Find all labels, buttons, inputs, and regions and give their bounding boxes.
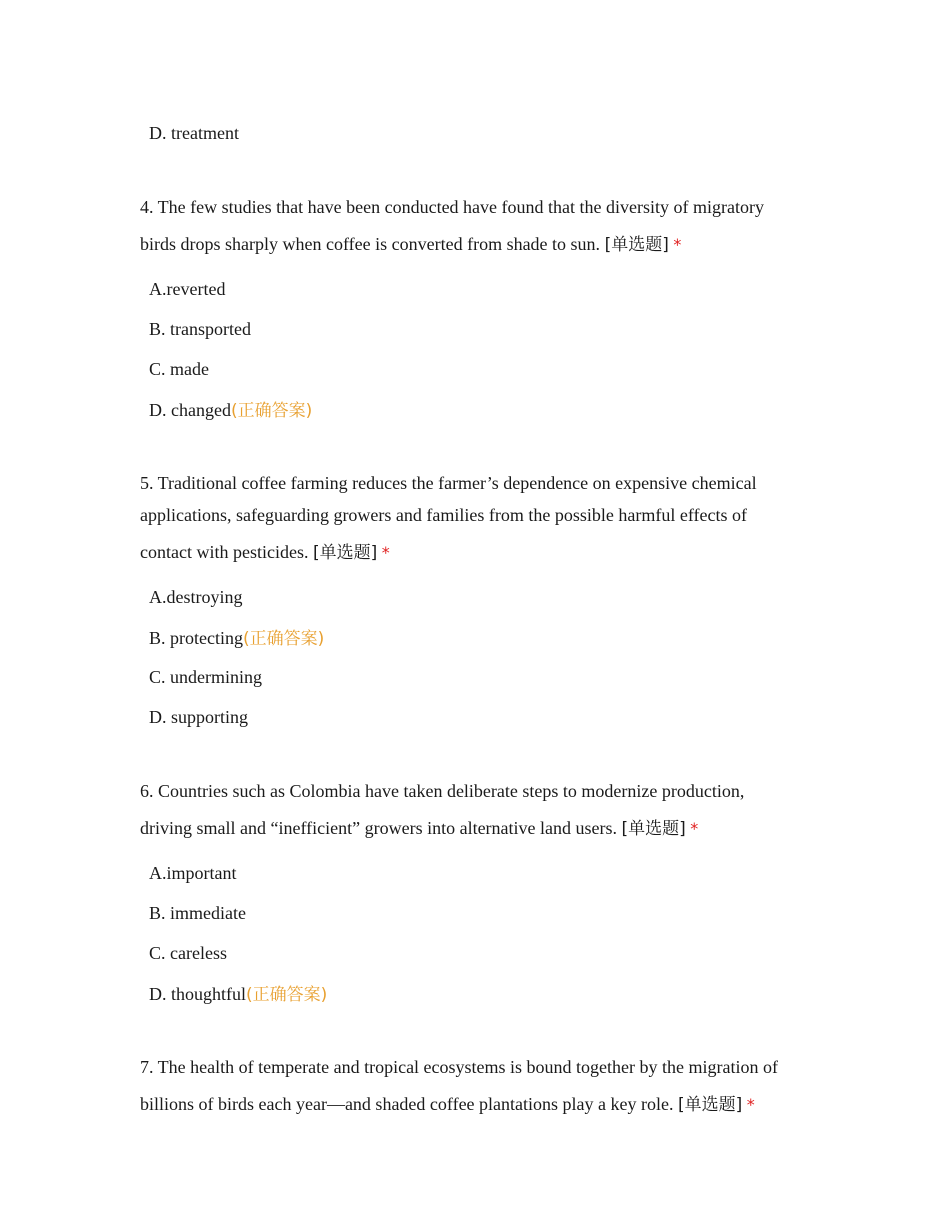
question-text-line: 4. The few studies that have been conducted have found that the diversity of migratory (140, 197, 764, 217)
question-text-line (140, 1093, 755, 1116)
option-b[interactable] (149, 902, 246, 924)
option-d[interactable] (149, 399, 312, 422)
option-label: B. transported (149, 319, 251, 339)
question-text: contact with pesticides. (140, 542, 313, 562)
question-type-tag: [单选题] (604, 235, 669, 255)
required-marker: * (381, 543, 390, 562)
question-text-line: 6. Countries such as Colombia have taken deliberate steps to modernize production, (140, 781, 745, 801)
question-text: birds drops sharply when coffee is converted from shade to sun. (140, 234, 605, 254)
required-marker: * (690, 819, 699, 838)
option-label: D. supporting (149, 707, 248, 727)
question-type-tag: [单选题] (678, 1095, 743, 1115)
option-d[interactable] (149, 706, 248, 728)
correct-answer-marker: (正确答案) (230, 401, 313, 421)
question-text-line (140, 817, 698, 840)
question-text-line: 7. The health of temperate and tropical ecosystems is bound together by the migration of (140, 1057, 778, 1077)
option-label: C. careless (149, 943, 227, 963)
question-type-tag: [单选题] (312, 543, 378, 563)
option-a[interactable] (149, 586, 243, 608)
option-d[interactable] (149, 983, 327, 1006)
question-type-tag: [单选题] (621, 819, 686, 839)
option-label: D. treatment (149, 123, 239, 143)
option-b[interactable] (149, 318, 251, 340)
option-label: C. made (149, 359, 209, 379)
required-marker: * (746, 1095, 755, 1114)
option-a[interactable] (149, 278, 225, 300)
option-c[interactable] (149, 942, 227, 964)
question-text: driving small and “inefficient” growers into alternative land users. (140, 818, 622, 838)
option-label: A.destroying (149, 587, 243, 607)
correct-answer-marker: (正确答案) (242, 629, 325, 649)
option-b[interactable] (149, 627, 324, 650)
option-a[interactable] (149, 862, 237, 884)
option-label: D. thoughtful (149, 984, 246, 1004)
option-c[interactable] (149, 666, 262, 688)
option-label: A.reverted (149, 279, 226, 299)
question-text-line (140, 233, 681, 256)
option-c[interactable] (149, 358, 209, 380)
question-text-line: applications, safeguarding growers and families from the possible harmful effects of (140, 505, 747, 525)
option-label: B. immediate (149, 903, 246, 923)
option-label: D. changed (149, 400, 231, 420)
question-text-line: 5. Traditional coffee farming reduces the farmer’s dependence on expensive chemical (140, 473, 757, 493)
option-previous-d (149, 122, 239, 144)
question-text-line (140, 541, 390, 564)
option-label: A.important (149, 863, 237, 883)
option-label: B. protecting (149, 628, 243, 648)
option-label: C. undermining (149, 667, 262, 687)
required-marker: * (673, 235, 682, 254)
correct-answer-marker: (正确答案) (246, 985, 328, 1005)
question-text: billions of birds each year—and shaded coffee plantations play a key role. (140, 1094, 678, 1114)
